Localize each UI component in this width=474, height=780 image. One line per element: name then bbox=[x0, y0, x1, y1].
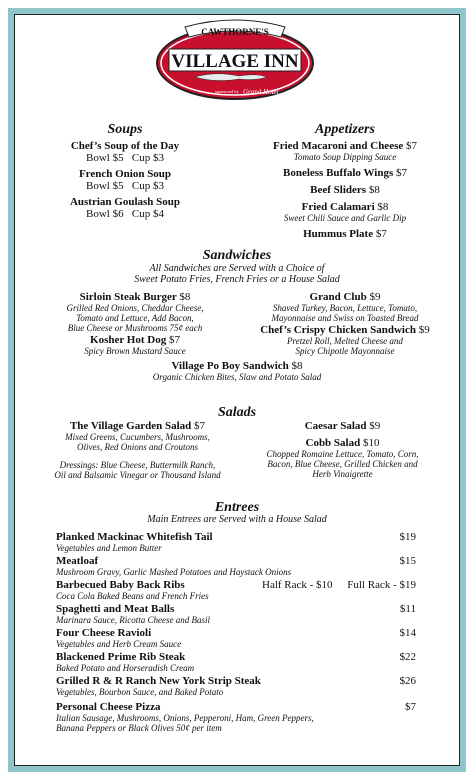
soup-name: French Onion Soup bbox=[78, 168, 172, 180]
soup-prices: Bowl $6 Cup $4 bbox=[86, 208, 164, 220]
logo-hotel-text: Grand Hotel bbox=[243, 88, 279, 96]
entree-desc: Mushroom Gravy, Garlic Mashed Potatoes and Haystack Onions bbox=[56, 567, 292, 577]
entree-name: Personal Cheese Pizza bbox=[56, 701, 161, 713]
sandwich-sirloin bbox=[40, 291, 230, 333]
sandwich-desc: Mayonnaise and Swiss on Toasted Bread bbox=[271, 313, 419, 323]
salad-desc: Bacon, Blue Cheese, Grilled Chicken and bbox=[267, 459, 418, 469]
salad-cobb bbox=[245, 437, 440, 479]
soups-list bbox=[50, 140, 200, 220]
sandwich-name: Sirloin Steak Burger bbox=[79, 291, 177, 303]
entree-price: $14 bbox=[399, 627, 416, 639]
appetizer-price: $8 bbox=[368, 184, 380, 196]
salad-garden bbox=[40, 420, 235, 480]
appetizer-name: Fried Macaroni and Cheese bbox=[272, 140, 404, 152]
sandwich-chicken bbox=[240, 324, 450, 356]
entree-half-price: Half Rack - $10 bbox=[262, 579, 333, 591]
entree-desc: Coca Cola Baked Beans and French Fries bbox=[56, 591, 209, 601]
sandwich-poboy bbox=[100, 360, 374, 382]
entree-item bbox=[56, 627, 416, 651]
sandwich-name: Village Po Boy Sandwich bbox=[171, 360, 289, 372]
appetizer-desc: Sweet Chili Sauce and Garlic Dip bbox=[283, 213, 407, 223]
salad-name: Caesar Salad bbox=[304, 420, 367, 432]
sandwiches-subtitle-line2: Sweet Potato Fries, French Fries or a House Salad bbox=[134, 274, 340, 285]
sandwich-price: $8 bbox=[291, 360, 303, 372]
appetizer-desc: Tomato Soup Dipping Sauce bbox=[293, 152, 397, 162]
appetizer-name: Beef Sliders bbox=[310, 184, 367, 196]
sandwich-price: $9 bbox=[369, 291, 381, 303]
entree-name: Spaghetti and Meat Balls bbox=[56, 603, 175, 615]
entree-item bbox=[56, 675, 416, 701]
salad-price: $9 bbox=[369, 420, 381, 432]
entree-item bbox=[56, 701, 416, 737]
salad-name: The Village Garden Salad bbox=[69, 420, 192, 432]
appetizer-name: Hummus Plate bbox=[303, 228, 374, 240]
salad-desc: Chopped Romaine Lettuce, Tomato, Corn, bbox=[266, 449, 419, 459]
entree-desc: Vegetables, Bourbon Sauce, and Baked Potato bbox=[56, 687, 224, 697]
entree-name: Blackened Prime Rib Steak bbox=[56, 651, 186, 663]
salad-price: $10 bbox=[362, 437, 380, 449]
sandwich-desc: Shaved Turkey, Bacon, Lettuce, Tomato, bbox=[272, 303, 418, 313]
salad-name: Cobb Salad bbox=[305, 437, 361, 449]
entree-name: Meatloaf bbox=[56, 555, 99, 567]
logo-sponsor-text: sponsored by bbox=[215, 89, 239, 94]
sandwich-name: Grand Club bbox=[309, 291, 367, 303]
appetizer-price: $8 bbox=[377, 201, 389, 213]
salad-dressings: Dressings: Blue Cheese, Buttermilk Ranch, bbox=[59, 460, 216, 470]
sandwich-price: $8 bbox=[179, 291, 191, 303]
entree-item bbox=[56, 651, 416, 675]
appetizer-price: $7 bbox=[406, 140, 417, 152]
entrees-subtitle: Main Entrees are Served with a House Salad bbox=[147, 514, 327, 525]
entree-price: Full Rack - $19 bbox=[347, 579, 416, 591]
entree-desc: Vegetables and Lemon Butter bbox=[56, 543, 162, 553]
entree-name: Planked Mackinac Whitefish Tail bbox=[56, 531, 213, 543]
soup-prices: Bowl $5 Cup $3 bbox=[86, 152, 164, 164]
fish-icon bbox=[195, 74, 267, 81]
soup-prices: Bowl $5 Cup $3 bbox=[86, 180, 164, 192]
entree-item bbox=[56, 531, 416, 555]
logo-main-text: VILLAGE INN bbox=[171, 51, 299, 72]
salad-desc: Herb Vinaigrette bbox=[312, 469, 373, 479]
entree-item bbox=[56, 579, 416, 603]
sandwich-name: Kosher Hot Dog bbox=[90, 334, 167, 346]
entree-desc: Vegetables and Herb Cream Sauce bbox=[56, 639, 182, 649]
sandwich-desc: Spicy Brown Mustard Sauce bbox=[84, 346, 186, 356]
soups-heading: Soups bbox=[107, 122, 143, 137]
sandwich-club bbox=[240, 291, 450, 323]
sandwiches-subtitle-line1: All Sandwiches are Served with a Choice of bbox=[149, 263, 325, 274]
entree-price: $15 bbox=[399, 555, 416, 567]
sandwiches-heading: Sandwiches bbox=[202, 248, 272, 263]
salad-caesar bbox=[245, 420, 440, 432]
sandwich-desc: Tomato and Lettuce, Add Bacon, bbox=[76, 313, 194, 323]
salad-desc: Mixed Greens, Cucumbers, Mushrooms, bbox=[65, 432, 210, 442]
entree-desc: Marinara Sauce, Ricotta Cheese and Basil bbox=[56, 615, 210, 625]
salad-price: $7 bbox=[194, 420, 206, 432]
sandwich-desc: Spicy Chipotle Mayonnaise bbox=[295, 346, 395, 356]
entree-price: $7 bbox=[405, 701, 416, 713]
logo-top-text: CAWTHORNE'S bbox=[201, 27, 269, 37]
appetizers-heading: Appetizers bbox=[315, 122, 375, 137]
sandwich-desc: Organic Chicken Bites, Slaw and Potato Salad bbox=[152, 372, 322, 382]
appetizers-list bbox=[245, 140, 445, 240]
entree-price: $22 bbox=[399, 651, 416, 663]
entree-name: Barbecued Baby Back Ribs bbox=[56, 579, 185, 591]
entrees-list bbox=[56, 531, 416, 737]
sandwich-name: Chef’s Crispy Chicken Sandwich bbox=[260, 324, 416, 336]
sandwich-desc: Grilled Red Onions, Cheddar Cheese, bbox=[66, 303, 204, 313]
soup-name: Austrian Goulash Soup bbox=[69, 196, 181, 208]
entree-item bbox=[56, 603, 416, 627]
sandwiches-subtitle bbox=[87, 263, 387, 285]
entree-item bbox=[56, 555, 416, 579]
appetizer-name: Boneless Buffalo Wings bbox=[283, 167, 394, 179]
sandwich-kosher bbox=[40, 334, 230, 356]
entree-desc: Italian Sausage, Mushrooms, Onions, Pepperoni, Ham, Green Peppers, bbox=[56, 713, 314, 723]
entree-price: $19 bbox=[399, 531, 416, 543]
sandwich-desc: Blue Cheese or Mushrooms 75¢ each bbox=[67, 323, 203, 333]
entree-desc: Baked Potato and Horseradish Cream bbox=[56, 663, 195, 673]
salad-desc: Olives, Red Onions and Croutons bbox=[77, 442, 198, 452]
entree-price: $26 bbox=[399, 675, 416, 687]
salad-dressings: Oil and Balsamic Vinegar or Thousand Island bbox=[54, 470, 221, 480]
entrees-heading: Entrees bbox=[214, 500, 260, 515]
appetizer-price: $7 bbox=[375, 228, 387, 240]
sandwich-price: $9 bbox=[418, 324, 430, 336]
entree-desc: Banana Peppers or Black Olives 50¢ per item bbox=[56, 723, 222, 733]
entree-name: Four Cheese Ravioli bbox=[56, 627, 152, 639]
appetizer-name: Fried Calamari bbox=[301, 201, 375, 213]
sandwich-desc: Pretzel Roll, Melted Cheese and bbox=[287, 336, 403, 346]
salads-heading: Salads bbox=[217, 405, 257, 420]
entree-price: $11 bbox=[399, 603, 416, 615]
sandwich-price: $7 bbox=[168, 334, 180, 346]
appetizer-price: $7 bbox=[395, 167, 407, 179]
entree-name: Grilled R & R Ranch New York Strip Steak bbox=[56, 675, 261, 687]
village-inn-logo bbox=[155, 13, 315, 103]
soup-name: Chef’s Soup of the Day bbox=[70, 140, 180, 152]
